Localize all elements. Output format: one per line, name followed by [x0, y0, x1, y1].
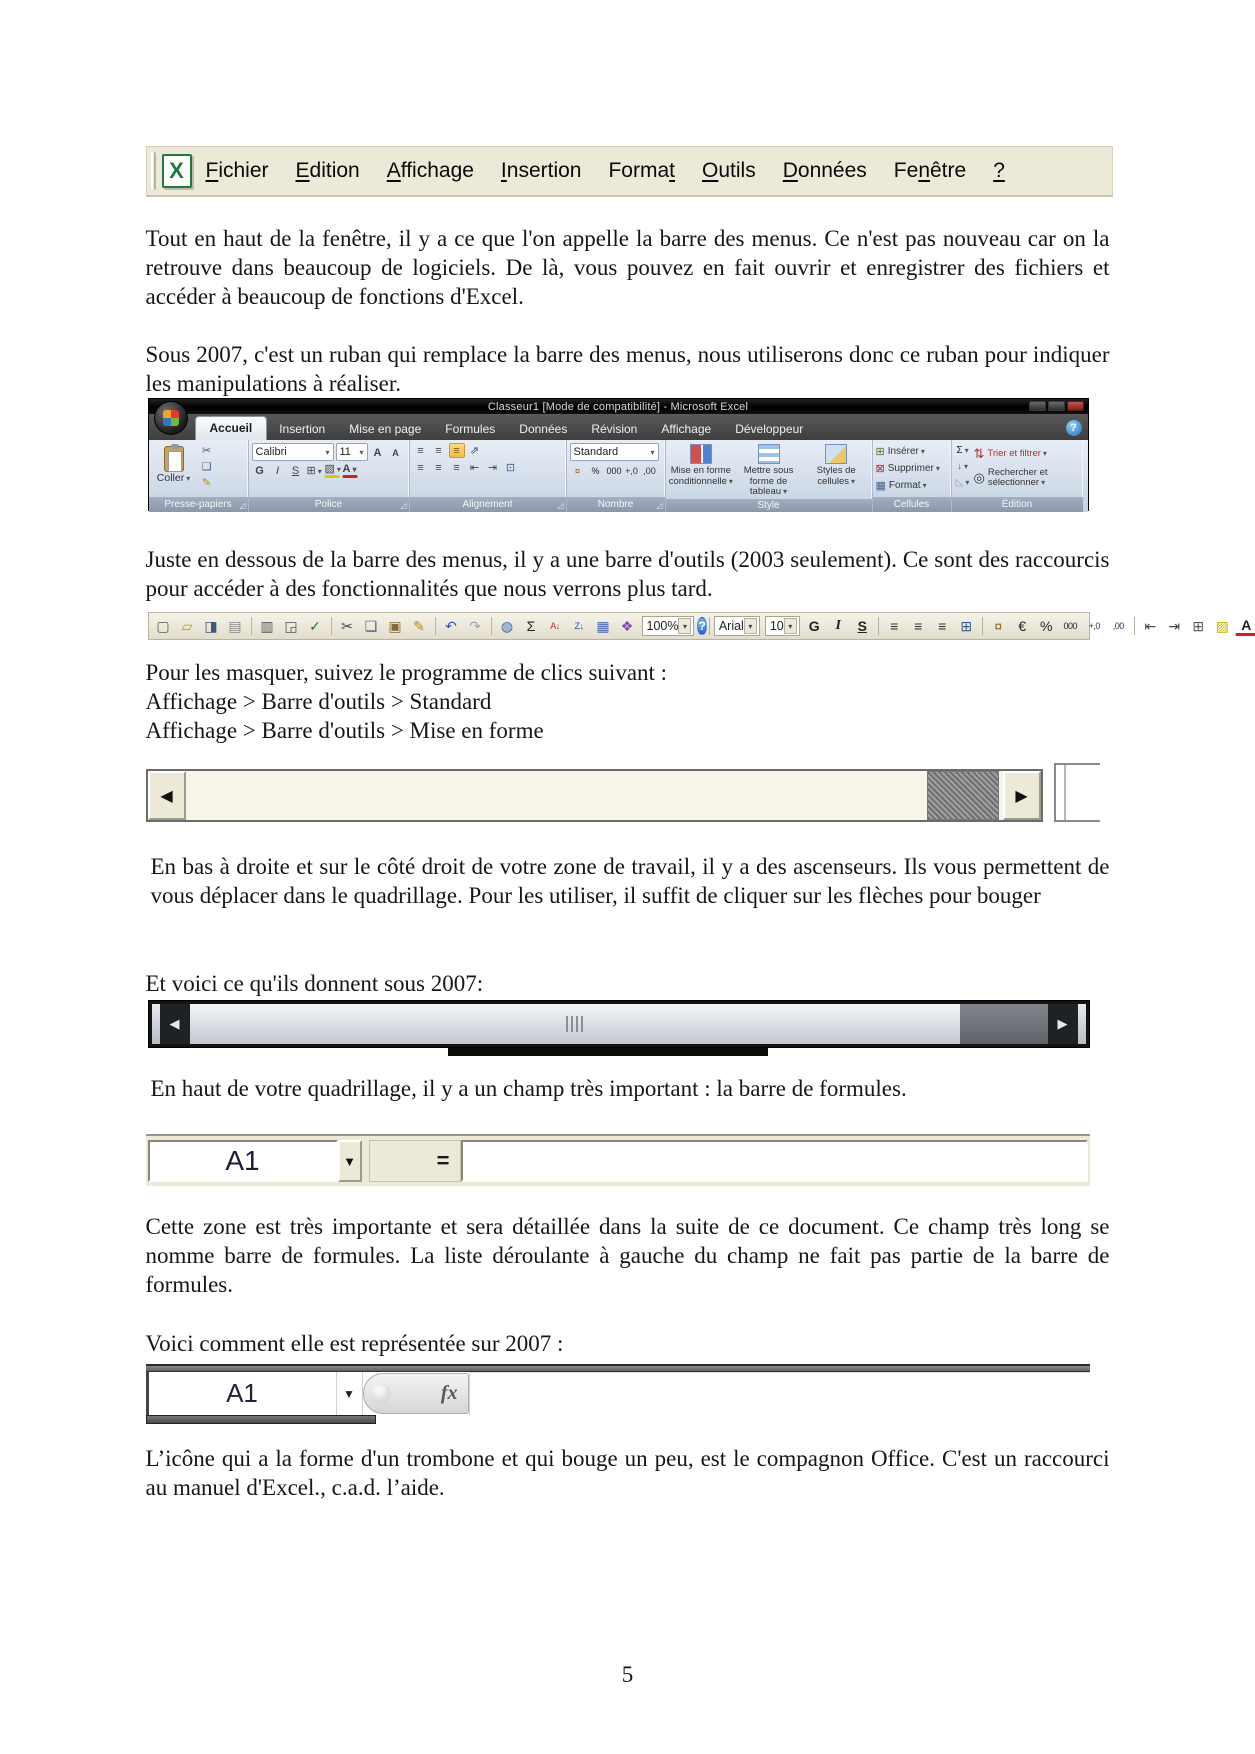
insert-cells-button[interactable]: ⊞ Insérer ▾	[876, 443, 925, 459]
merge-center-icon[interactable]: ⊞	[960, 618, 973, 634]
paste-icon[interactable]: ▣	[388, 618, 402, 634]
font-name-combo[interactable]: Calibri ▾	[252, 443, 334, 461]
scrollbar-thumb[interactable]	[927, 771, 999, 820]
ribbon-group-number	[567, 440, 666, 512]
currency-icon[interactable]: ¤	[994, 618, 1003, 634]
dialog-launcher-icon[interactable]: ◿	[239, 501, 246, 510]
format-painter-icon[interactable]: ✎	[413, 618, 425, 634]
separator[interactable]	[328, 615, 335, 637]
align-top-icon[interactable]: ≡	[417, 445, 424, 457]
fill-color-icon[interactable]: ▨ ▾	[324, 463, 340, 478]
office-logo-icon	[163, 410, 179, 426]
increase-decimal-icon[interactable]: +,0	[625, 466, 638, 476]
separator[interactable]	[979, 615, 986, 637]
align-bottom-icon[interactable]: ≡	[449, 443, 465, 458]
borders-icon[interactable]: ⊞ ▾	[306, 463, 322, 478]
align-left-icon[interactable]: ≡	[417, 462, 424, 474]
menu-format[interactable]: Format	[608, 159, 676, 182]
ribbon-title-bar	[149, 399, 1088, 414]
equals-button[interactable]: =	[369, 1140, 461, 1182]
close-button[interactable]	[1067, 401, 1084, 411]
paragraph-2007-scrollbars: Et voici ce qu'ils donnent sous 2007:	[145, 971, 484, 996]
increase-indent-icon[interactable]: ⇥	[487, 462, 498, 474]
fill-color-icon[interactable]: ▨	[1215, 618, 1229, 634]
paste-icon	[164, 446, 184, 472]
name-box-dropdown[interactable]: ▼	[338, 1140, 362, 1182]
open-folder-icon[interactable]: ▱	[181, 618, 193, 634]
toolbar-separator	[708, 615, 711, 637]
excel-2003-toolbar	[148, 612, 1252, 640]
menu-aide[interactable]: ?	[993, 159, 1005, 182]
percent-icon[interactable]: %	[1040, 618, 1053, 634]
menu-donnees[interactable]: Données	[782, 159, 867, 182]
dialog-launcher-icon[interactable]: ◿	[557, 501, 564, 510]
ribbon-group-editing	[952, 440, 1083, 512]
scrollbar-left-cap	[152, 1004, 160, 1044]
chevron-down-icon: ▾	[359, 447, 364, 457]
scroll-right-button[interactable]: ▶	[1003, 771, 1041, 820]
menu-fichier[interactable]: Fichier	[205, 159, 269, 182]
help-icon[interactable]: ?	[698, 619, 706, 633]
style-icon	[825, 444, 847, 464]
font-color-icon[interactable]: A ▾	[342, 463, 358, 478]
help-icon[interactable]: ?	[1066, 420, 1082, 436]
column-header-strip	[146, 1364, 1090, 1372]
excel-2003-scrollbar	[146, 769, 1100, 822]
ribbon-group-style	[666, 440, 873, 512]
undo-icon[interactable]: ↶	[445, 618, 457, 634]
page-number: 5	[621, 1662, 634, 1687]
thousands-icon[interactable]: 000	[1063, 620, 1078, 631]
format-as-table-button[interactable]: Mettre sous forme de tableau ▾	[736, 443, 801, 498]
align-middle-icon[interactable]: ≡	[435, 445, 442, 457]
instruction-path-mise-en-forme: Affichage > Barre d'outils > Mise en forme	[145, 718, 544, 743]
autosum-icon[interactable]: Σ	[526, 618, 536, 634]
ribbon-group-alignment	[410, 440, 567, 512]
thousands-icon[interactable]: 000	[606, 466, 622, 476]
excel-2007-formula-bar	[146, 1364, 1090, 1425]
fill-icon[interactable]: ↓ ▾	[955, 459, 971, 474]
ribbon-group-clipboard	[149, 440, 249, 512]
format-painter-icon[interactable]: ✎	[201, 477, 212, 489]
chevron-down-icon: ▾	[325, 447, 330, 457]
separator[interactable]	[432, 615, 439, 637]
chevron-down-icon: ▾	[650, 447, 655, 457]
scroll-right-button[interactable]: ▶	[1048, 1004, 1078, 1044]
separator[interactable]	[1131, 615, 1138, 637]
insert-function-button[interactable]	[363, 1373, 469, 1414]
decrease-indent-icon[interactable]: ⇤	[469, 462, 480, 474]
sort-filter-button[interactable]: ⇅ Trier et filtrer ▾	[974, 443, 1080, 465]
euro-icon[interactable]: €	[1018, 618, 1027, 634]
align-left-icon[interactable]: ≡	[890, 618, 899, 634]
conditional-formatting-button[interactable]: Mise en forme conditionnelle ▾	[669, 443, 734, 487]
tab-insertion[interactable]: Insertion	[279, 422, 326, 436]
ribbon-tab-bar	[149, 414, 1088, 440]
number-format-combo[interactable]: Standard ▾	[570, 443, 659, 461]
chart-wizard-icon[interactable]: ▦	[596, 618, 610, 634]
decrease-decimal-icon[interactable]: ,00	[643, 466, 656, 476]
italic-icon[interactable]: I	[275, 465, 280, 477]
menu-fenetre[interactable]: Fenêtre	[893, 159, 967, 182]
menu-outils[interactable]: Outils	[702, 159, 756, 182]
underline-icon[interactable]: S	[857, 618, 867, 634]
editing-icon: ⇅	[973, 446, 985, 461]
ribbon-body	[149, 440, 1088, 512]
tab-affichage[interactable]: Affichage	[661, 422, 712, 436]
decrease-decimal-icon[interactable]: ,00	[1112, 620, 1124, 631]
cut-icon[interactable]: ✂	[201, 445, 212, 457]
grow-font-icon[interactable]: A	[373, 446, 382, 459]
formula-input[interactable]	[461, 1140, 1088, 1182]
paragraph-2007-formula-bar: Voici comment elle est représentée sur 2007 :	[145, 1331, 564, 1356]
office-button[interactable]	[154, 401, 188, 435]
font-name-combo[interactable]: Arial ▾	[714, 616, 760, 636]
menu-affichage[interactable]: Affichage	[386, 159, 474, 182]
merge-center-icon[interactable]: ⊡	[505, 462, 516, 474]
drawing-icon[interactable]: ❖	[620, 618, 634, 634]
paste-button[interactable]: Coller ▾	[152, 443, 196, 485]
chevron-down-icon: ▾	[744, 618, 757, 634]
bold-icon[interactable]: G	[255, 465, 264, 477]
cells-icon: ▦	[875, 479, 886, 492]
tab-mise-en-page[interactable]: Mise en page	[349, 422, 422, 436]
increase-indent-icon[interactable]: ⇥	[1168, 618, 1181, 634]
ribbon-group-cells	[873, 440, 952, 512]
underline-icon[interactable]: S	[291, 465, 300, 477]
name-box-dropdown[interactable]: ▼	[337, 1372, 363, 1415]
menu-insertion[interactable]: Insertion	[500, 159, 582, 182]
align-right-icon[interactable]: ≡	[938, 618, 947, 634]
name-box[interactable]: A1	[149, 1372, 337, 1415]
hyperlink-icon[interactable]: ◍	[500, 618, 514, 634]
zoom-combo[interactable]: 100% ▾	[642, 616, 695, 636]
instruction-path-standard: Affichage > Barre d'outils > Standard	[145, 689, 492, 714]
tab-revision[interactable]: Révision	[591, 422, 638, 436]
orientation-icon[interactable]: ⇗	[469, 445, 480, 457]
scrollbar-track[interactable]	[960, 1004, 1048, 1044]
font-size-combo[interactable]: 11 ▾	[336, 443, 368, 461]
sort-ascending-icon[interactable]: A↓	[550, 620, 560, 631]
print-preview-icon[interactable]: ◲	[284, 618, 298, 634]
excel-2003-formula-bar	[146, 1134, 1090, 1186]
currency-icon[interactable]: ¤	[574, 466, 580, 476]
paragraph-hide-toolbars	[146, 658, 1110, 745]
decrease-indent-icon[interactable]: ⇤	[1144, 618, 1157, 634]
percent-icon[interactable]: %	[591, 466, 600, 476]
increase-decimal-icon[interactable]: +,0	[1088, 620, 1100, 631]
paragraph-formula-bar: En haut de votre quadrillage, il y a un champ très important : la barre de formules.	[150, 1076, 907, 1101]
excel-app-icon: X	[162, 154, 192, 188]
permission-icon[interactable]: ▤	[228, 618, 242, 634]
excel-2007-scrollbar	[148, 1000, 1090, 1048]
dialog-launcher-icon[interactable]: ◿	[400, 501, 407, 510]
tab-developpeur[interactable]: Développeur	[735, 422, 804, 436]
grip-dots-icon	[566, 1016, 583, 1032]
cell-styles-button[interactable]: Styles de cellules ▾	[804, 443, 869, 487]
group-label-alignment[interactable]: Alignement ◿	[410, 497, 566, 512]
scroll-left-button[interactable]: ◀	[148, 771, 186, 820]
align-center-icon[interactable]: ≡	[914, 618, 923, 634]
chevron-down-icon: ▾	[784, 618, 797, 634]
autosum-icon[interactable]: Σ ▾	[955, 443, 971, 458]
copy-icon[interactable]: ❏	[201, 461, 212, 473]
scroll-left-button[interactable]: ◀	[160, 1004, 190, 1044]
tab-donnees[interactable]: Données	[519, 422, 568, 436]
tab-accueil[interactable]: Accueil	[195, 416, 268, 440]
font-color-icon[interactable]: A	[1235, 617, 1255, 636]
paragraph-toolbar-2003: Juste en dessous de la barre des menus, il y a une barre d'outils (2003 seulement). Ce sont des raccourcis pour accéder à des fonctionnalités que nous verrons plus tard.	[145, 547, 1110, 601]
shrink-font-icon[interactable]: A	[392, 447, 399, 458]
excel-2003-menu-bar	[146, 146, 1113, 197]
redo-icon[interactable]: ↷	[469, 618, 481, 634]
document-page	[8, 0, 1252, 1754]
find-select-button[interactable]: ◎ Rechercher et sélectionner ▾	[974, 467, 1080, 489]
editing-icon: ◎	[973, 470, 985, 485]
save-icon[interactable]: ◨	[204, 618, 218, 634]
group-label-number[interactable]: Nombre ◿	[567, 497, 665, 512]
scrollbar-shadow	[448, 1048, 768, 1056]
style-icon	[690, 444, 712, 464]
scrollbar-right-cap	[1078, 1004, 1086, 1044]
ribbon-group-font	[249, 440, 410, 512]
font-size-combo[interactable]: 10 ▾	[765, 616, 800, 636]
paragraph-ascenseurs: En bas à droite et sur le côté droit de votre zone de travail, il y a des ascenseurs. Ils vous permettent de vous déplacer dans le quadrillage. Pour les utiliser, il suffit de cliquer sur les flèches pour bouger	[150, 854, 1110, 908]
new-document-icon[interactable]: ▢	[156, 618, 170, 634]
group-label-cells[interactable]: Cellules	[873, 497, 951, 512]
paragraph-menu-bar: Tout en haut de la fenêtre, il y a ce que l'on appelle la barre des menus. Ce n'est pas nouveau car on la retrouve dans beaucoup de logiciels. De là, vous pouvez en fait ouvrir et enregistrer des fichiers et accéder à beaucoup de fonctions d'Excel.	[145, 226, 1110, 309]
print-icon[interactable]: ▥	[260, 618, 274, 634]
copy-icon[interactable]: ❏	[364, 618, 378, 634]
scrollbar-thumb[interactable]	[190, 1004, 960, 1044]
paragraph-ribbon-intro: Sous 2007, c'est un ruban qui remplace la barre des menus, nous utiliserons donc ce ruban pour indiquer les manipulations à réaliser.	[145, 342, 1110, 396]
group-label-font[interactable]: Police ◿	[249, 497, 409, 512]
align-right-icon[interactable]: ≡	[453, 462, 460, 474]
italic-icon[interactable]: I	[835, 618, 841, 633]
scrollbar-track[interactable]	[186, 771, 1003, 820]
menu-edition[interactable]: Edition	[295, 159, 360, 182]
align-center-icon[interactable]: ≡	[435, 462, 442, 474]
tab-formules[interactable]: Formules	[445, 422, 496, 436]
cells-icon: ⊠	[875, 462, 885, 475]
delete-cells-button[interactable]: ⊠ Supprimer ▾	[876, 460, 940, 476]
chevron-down-icon: ▾	[678, 618, 691, 634]
name-box[interactable]: A1	[148, 1140, 338, 1182]
sort-descending-icon[interactable]: Z↓	[574, 620, 584, 631]
borders-icon[interactable]: ⊞	[1192, 618, 1205, 634]
window-title: Classeur1 [Mode de compatibilité] - Microsoft Excel	[487, 400, 749, 413]
instruction-line: Pour les masquer, suivez le programme de clics suivant :	[145, 660, 668, 685]
maximize-button[interactable]	[1048, 401, 1065, 411]
paragraph-office-assistant: L’icône qui a la forme d'un trombone et qui bouge un peu, est le compagnon Office. C'est un raccourci au manuel d'Excel., c.a.d. l’aide.	[145, 1446, 1110, 1500]
dialog-launcher-icon[interactable]: ◿	[656, 501, 663, 510]
row-header-fragment	[146, 1415, 376, 1424]
toolbar-drag-handle[interactable]	[151, 152, 156, 190]
format-cells-button[interactable]: ▦ Format ▾	[876, 477, 927, 493]
group-label-clipboard[interactable]: Presse-papiers ◿	[149, 497, 248, 512]
bold-icon[interactable]: G	[808, 618, 820, 634]
glow-highlight	[371, 1383, 391, 1403]
style-icon	[758, 444, 780, 464]
minimize-button[interactable]	[1029, 401, 1046, 411]
formula-input[interactable]	[469, 1372, 1090, 1415]
clear-icon[interactable]: ◺ ▾	[955, 475, 971, 490]
separator[interactable]	[875, 615, 882, 637]
separator[interactable]	[488, 615, 495, 637]
spelling-icon[interactable]: ✓	[309, 618, 321, 634]
sheet-corner-fragment	[1054, 763, 1100, 822]
paragraph-formula-bar-details: Cette zone est très importante et sera détaillée dans la suite de ce document. Ce champ très long se nomme barre de formules. La liste déroulante à gauche du champ ne fait pas partie de la barre de formules.	[145, 1214, 1110, 1297]
cut-icon[interactable]: ✂	[341, 618, 353, 634]
fx-icon: fx	[440, 1382, 458, 1404]
cells-icon: ⊞	[875, 445, 885, 458]
separator[interactable]	[248, 615, 255, 637]
group-label-style[interactable]: Style	[666, 499, 872, 513]
group-label-editing[interactable]: Édition	[952, 497, 1083, 512]
excel-2007-ribbon	[148, 398, 1089, 511]
